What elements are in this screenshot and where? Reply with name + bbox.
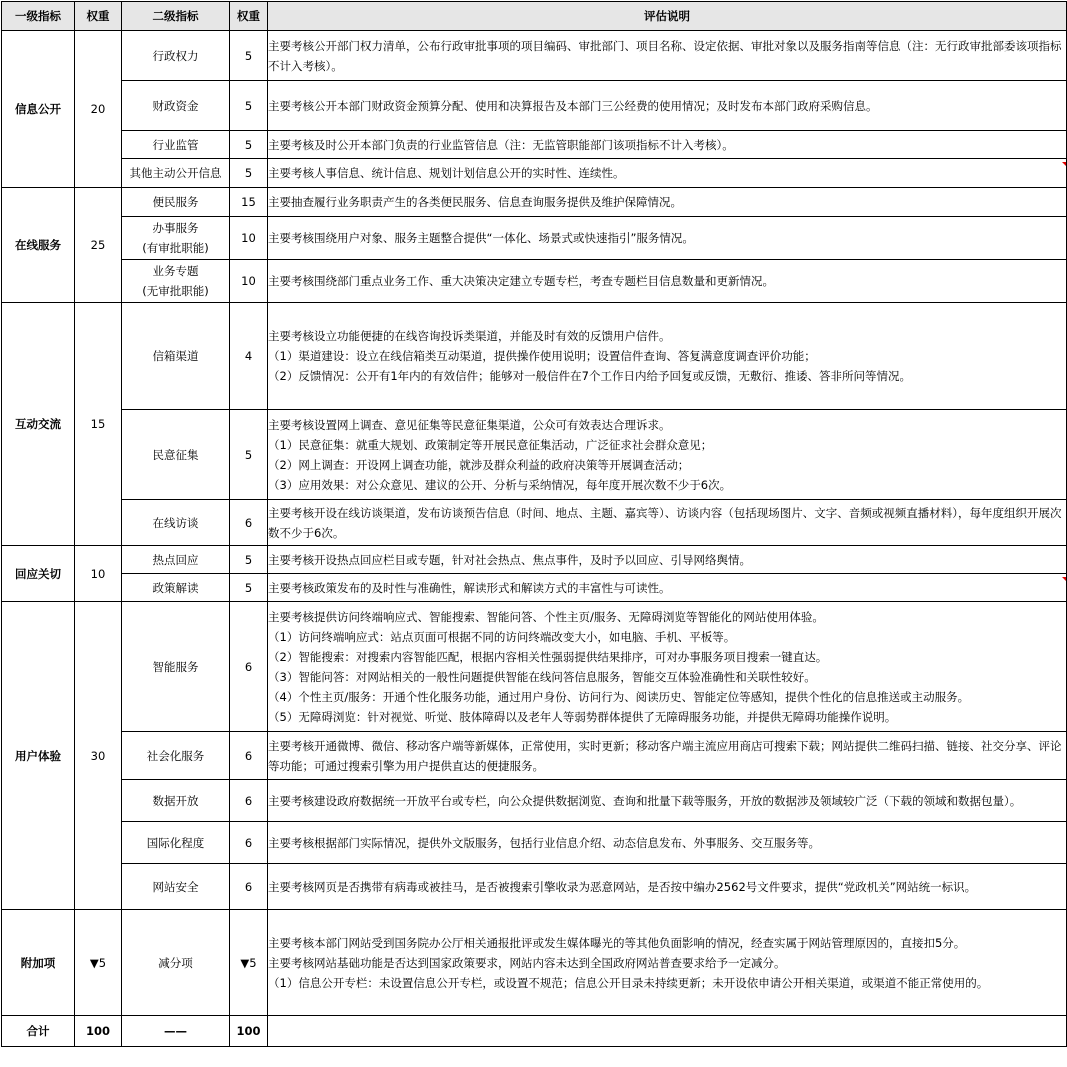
description-text: （2）网上调查：开设网上调查功能，就涉及群众利益的政府决策等开展调查活动；: [268, 457, 690, 472]
description-text: 主要考核网站基础功能是否达到国家政策要求，网站内容未达到全国政府网站普查要求给予一定减分。: [268, 955, 786, 970]
level2-weight: 6: [230, 822, 268, 864]
comment-marker-icon: [1062, 577, 1067, 583]
description-text: （1）访问终端响应式：站点页面可根据不同的访问终端改变大小，如电脑、手机、平板等。: [268, 629, 736, 644]
table-row: [2, 159, 1067, 188]
table-row: [2, 410, 1067, 500]
header-weight1: 权重: [75, 2, 122, 31]
description-text: 主要考核及时公开本部门负责的行业监管信息（注：无监管职能部门该项指标不计入考核）。: [268, 137, 734, 152]
level2-name: 行业监管: [122, 131, 230, 159]
table-row: [2, 303, 1067, 410]
description-text: （3）应用效果：对公众意见、建议的公开、分析与采纳情况，每年度开展次数不少于6次。: [268, 477, 732, 492]
level2-weight: 6: [230, 864, 268, 910]
level1-name: 互动交流: [2, 303, 75, 546]
level2-name: 国际化程度: [122, 822, 230, 864]
description-cell: [268, 574, 1067, 602]
description-text: 主要考核设置网上调查、意见征集等民意征集渠道，公众可有效表达合理诉求。: [268, 417, 671, 432]
description-wrap: [268, 578, 1066, 598]
level2-weight: 6: [230, 732, 268, 780]
description-text: 主要考核围绕用户对象、服务主题整合提供“一体化、场景式或快速指引”服务情况。: [268, 231, 694, 245]
table-row: [2, 780, 1067, 822]
level2-name: 业务专题: [152, 264, 199, 278]
level2-name: 其他主动公开信息: [122, 159, 230, 188]
total-label: 合计: [2, 1016, 75, 1047]
table-row: [2, 500, 1067, 546]
description-text: 主要考核公开本部门财政资金预算分配、使用和决算报告及本部门三公经费的使用情况；及时发布本部门政府采购信息。: [268, 98, 878, 113]
description-text: 主要考核政策发布的及时性与准确性，解读形式和解读方式的丰富性与可读性。: [268, 580, 671, 595]
header-level2: 二级指标: [122, 2, 230, 31]
evaluation-table: [1, 1, 1067, 1047]
description-text: 主要考核围绕部门重点业务工作、重大决策决定建立专题专栏，考查专题栏目信息数量和更新情况。: [268, 274, 774, 288]
description-text: （4）个性主页/服务：开通个性化服务功能，通过用户身份、访问行为、阅读历史、智能定位等感知，提供个性化的信息推送或主动服务。: [268, 689, 970, 704]
description-text: 主要考核公开部门权力清单，公布行政审批事项的项目编码、审批部门、项目名称、设定依据、审批对象以及服务指南等信息（注：无行政审批部委该项指标不计入考核）。: [268, 38, 1062, 73]
description-cell: [268, 303, 1067, 410]
level2-weight: 4: [230, 303, 268, 410]
level2-name: 在线访谈: [122, 500, 230, 546]
description-cell: [268, 602, 1067, 732]
description-text: 主要考核开设热点回应栏目或专题，针对社会热点、焦点事件，及时予以回应、引导网络舆情。: [268, 552, 751, 567]
level2-weight: ▼5: [230, 910, 268, 1016]
description-cell: [268, 31, 1067, 81]
table-row: [2, 910, 1067, 1016]
level2-name: 财政资金: [122, 81, 230, 131]
total-description-empty: [268, 1016, 1067, 1047]
table-row: [2, 131, 1067, 159]
total-row: [2, 1016, 1067, 1047]
description-text: （1）信息公开专栏：未设置信息公开专栏，或设置不规范；信息公开目录未持续更新；未开设依申请公开相关渠道，或渠道不能正常使用的。: [268, 975, 989, 990]
level2-name: 热点回应: [122, 546, 230, 574]
description-cell: [268, 864, 1067, 910]
description-cell: [268, 822, 1067, 864]
level1-weight: 15: [75, 303, 122, 546]
level2-name: 便民服务: [122, 188, 230, 217]
table-row: [2, 732, 1067, 780]
level1-name: 信息公开: [2, 31, 75, 188]
level2-name: 数据开放: [122, 780, 230, 822]
level2-name: 社会化服务: [122, 732, 230, 780]
level2-weight: 6: [230, 602, 268, 732]
description-cell: [268, 910, 1067, 1016]
level1-weight: 25: [75, 188, 122, 303]
total-weight1: 100: [75, 1016, 122, 1047]
description-wrap: [268, 163, 1066, 183]
description-cell: [268, 500, 1067, 546]
table-row: [2, 602, 1067, 732]
table-row: [2, 31, 1067, 81]
description-cell: [268, 546, 1067, 574]
header-row: [2, 2, 1067, 31]
level2-name: 智能服务: [122, 602, 230, 732]
level2-weight: 6: [230, 500, 268, 546]
header-description: 评估说明: [268, 2, 1067, 31]
description-text: 主要考核根据部门实际情况，提供外文版服务，包括行业信息介绍、动态信息发布、外事服务、交互服务等。: [268, 835, 820, 850]
level1-weight: 30: [75, 602, 122, 910]
level2-name: 网站安全: [122, 864, 230, 910]
level2-name: 办事服务: [152, 221, 199, 235]
description-text: （2）智能搜索：对搜索内容智能匹配，根据内容相关性强弱提供结果排序，可对办事服务项目搜索一键直达。: [268, 649, 828, 664]
description-cell: [268, 410, 1067, 500]
level1-weight: 20: [75, 31, 122, 188]
level2-weight: 15: [230, 188, 268, 217]
level2-weight: 5: [230, 410, 268, 500]
description-text: 主要考核网页是否携带有病毒或被挂马，是否被搜索引擎收录为恶意网站，是否按中编办2562号文件要求，提供“党政机关”网站统一标识。: [268, 879, 977, 894]
level1-weight: 10: [75, 546, 122, 602]
table-row: [2, 864, 1067, 910]
level2-name-cell: [122, 217, 230, 260]
table-row: [2, 822, 1067, 864]
level2-name-cell: [122, 260, 230, 303]
description-text: （1）渠道建设：设立在线信箱类互动渠道，提供操作使用说明；设置信件查询、答复满意度调查评价功能；: [268, 349, 816, 363]
level2-weight: 5: [230, 546, 268, 574]
level1-name: 在线服务: [2, 188, 75, 303]
level2-name: 民意征集: [122, 410, 230, 500]
description-cell: [268, 780, 1067, 822]
description-text: 主要考核设立功能便捷的在线咨询投诉类渠道，并能及时有效的反馈用户信件。: [268, 329, 671, 343]
level2-name: 政策解读: [122, 574, 230, 602]
description-text: 主要考核提供访问终端响应式、智能搜索、智能问答、个性主页/服务、无障碍浏览等智能化的网站使用体验。: [268, 609, 824, 624]
level2-name: 信箱渠道: [122, 303, 230, 410]
table-row: [2, 546, 1067, 574]
total-weight2: 100: [230, 1016, 268, 1047]
description-text: 主要抽查履行业务职责产生的各类便民服务、信息查询服务提供及维护保障情况。: [268, 195, 682, 209]
comment-marker-icon: [1062, 162, 1067, 168]
table-row: [2, 260, 1067, 303]
level1-name: 用户体验: [2, 602, 75, 910]
level1-name: 附加项: [2, 910, 75, 1016]
level2-name-note: (有审批职能): [142, 241, 209, 255]
level2-name: 行政权力: [122, 31, 230, 81]
description-cell: [268, 732, 1067, 780]
header-level1: 一级指标: [2, 2, 75, 31]
table-row: [2, 188, 1067, 217]
level2-weight: 5: [230, 574, 268, 602]
level2-weight: 5: [230, 81, 268, 131]
table-row: [2, 574, 1067, 602]
level1-weight: ▼5: [75, 910, 122, 1016]
description-text: 主要考核建设政府数据统一开放平台或专栏，向公众提供数据浏览、查询和批量下载等服务，开放的数据涉及领域较广泛（下载的领域和数据包量）。: [268, 793, 1022, 808]
description-text: （5）无障碍浏览：针对视觉、听觉、肢体障碍以及老年人等弱势群体提供了无障碍服务功能，并提供无障碍功能操作说明。: [268, 709, 897, 724]
level2-weight: 10: [230, 260, 268, 303]
table-row: [2, 81, 1067, 131]
table-row: [2, 217, 1067, 260]
description-cell: [268, 81, 1067, 131]
description-text: （2）反馈情况：公开有1年内的有效信件；能够对一般信件在7个工作日内给予回复或反馈，无敷衍、推诿、答非所问等情况。: [268, 369, 911, 383]
description-cell: [268, 188, 1067, 217]
header-weight2: 权重: [230, 2, 268, 31]
description-text: （3）智能问答：对网站相关的一般性问题提供智能在线问答信息服务，智能交互体验准确性和关联性较好。: [268, 669, 816, 684]
description-text: 主要考核本部门网站受到国务院办公厅相关通报批评或发生媒体曝光的等其他负面影响的情况，经查实属于网站管理原因的，直接扣5分。: [268, 935, 966, 950]
description-cell: [268, 159, 1067, 188]
level2-name-note: (无审批职能): [142, 284, 209, 298]
description-text: （1）民意征集：就重大规划、政策制定等开展民意征集活动，广泛征求社会群众意见；: [268, 437, 713, 452]
level2-weight: 6: [230, 780, 268, 822]
description-text: 主要考核人事信息、统计信息、规划计划信息公开的实时性、连续性。: [268, 166, 625, 180]
description-text: 主要考核开通微博、微信、移动客户端等新媒体，正常使用，实时更新；移动客户端主流应用商店可搜索下载；网站提供二维码扫描、链接、社交分享、评论等功能；可通过搜索引擎为用户提供直达的便捷服务。: [268, 738, 1062, 773]
level2-name: 减分项: [122, 910, 230, 1016]
description-cell: [268, 260, 1067, 303]
description-cell: [268, 131, 1067, 159]
description-cell: [268, 217, 1067, 260]
level2-weight: 5: [230, 31, 268, 81]
level2-weight: 5: [230, 131, 268, 159]
description-text: 主要考核开设在线访谈渠道，发布访谈预告信息（时间、地点、主题、嘉宾等）、访谈内容（包括现场图片、文字、音频或视频直播材料），每年度组织开展次数不少于6次。: [268, 505, 1062, 540]
level2-weight: 5: [230, 159, 268, 188]
level2-weight: 10: [230, 217, 268, 260]
total-dash: ——: [122, 1016, 230, 1047]
level1-name: 回应关切: [2, 546, 75, 602]
